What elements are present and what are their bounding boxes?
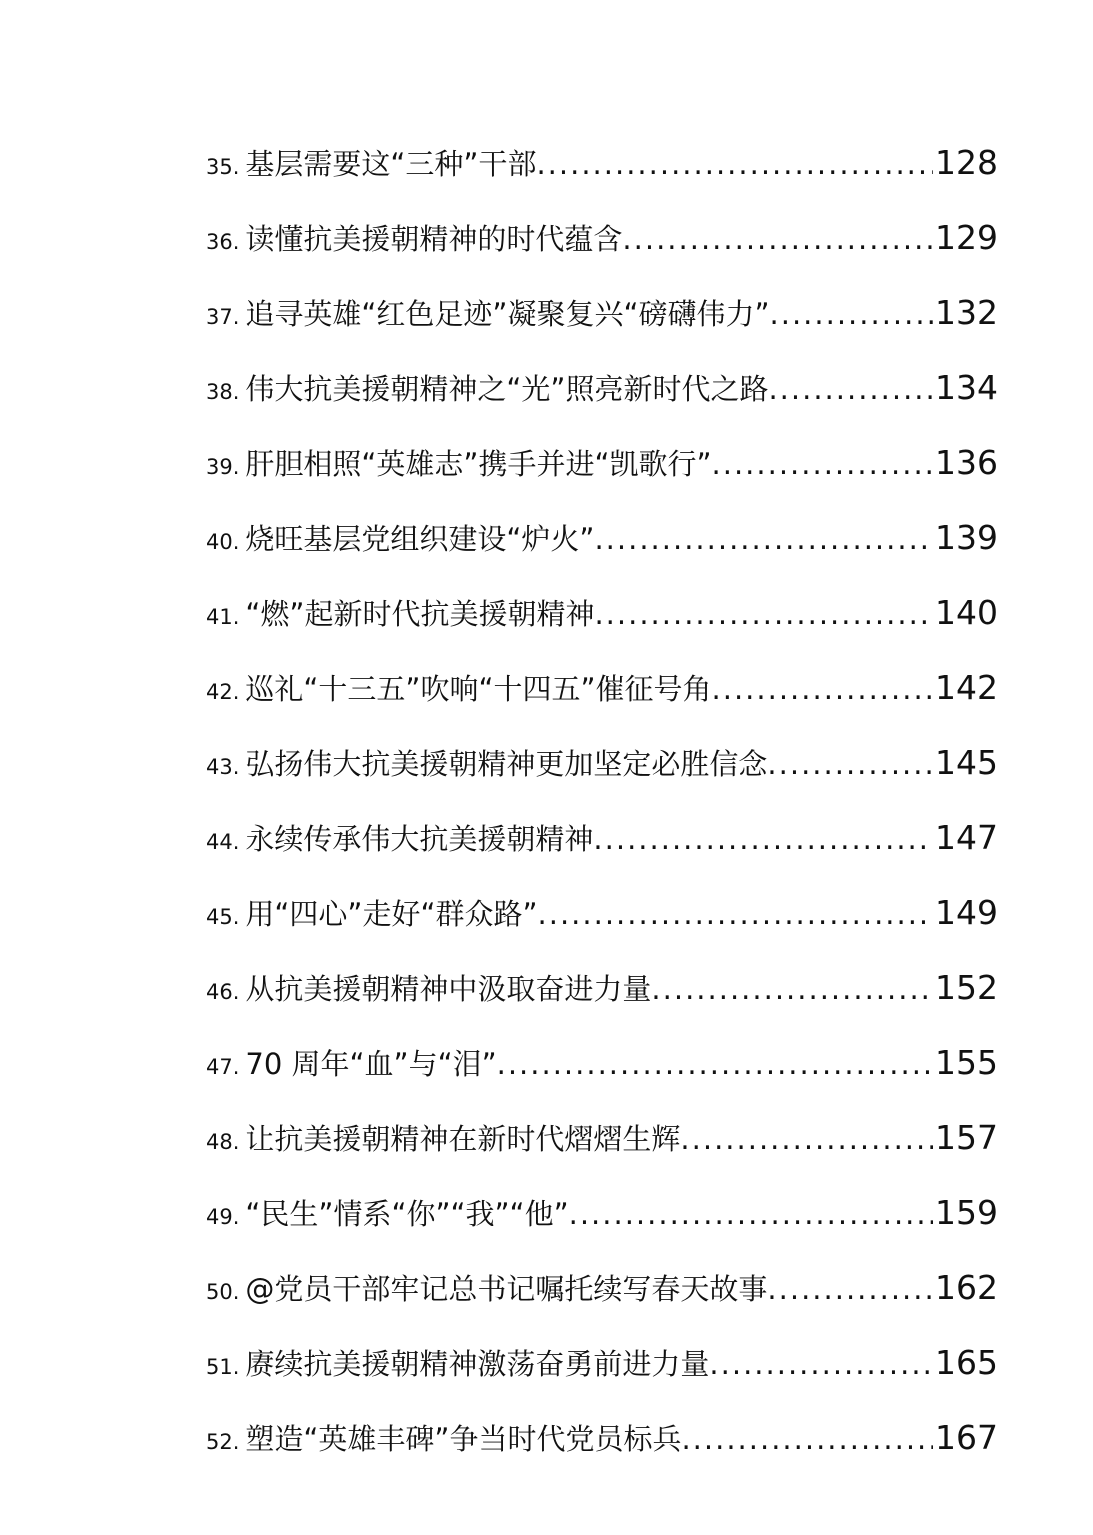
toc-entry[interactable] [206,1342,998,1417]
toc-entry-number: 42. [206,680,240,704]
toc-entry-page: 136 [935,443,998,482]
toc-entry-page: 155 [935,1043,998,1082]
toc-entry[interactable] [206,217,998,292]
toc-entry-number: 44. [206,830,240,854]
dot-leader [712,672,933,706]
toc-entry[interactable] [206,1117,998,1192]
toc-entry[interactable] [206,592,998,667]
dot-leader [767,747,933,781]
toc-entry-page: 167 [935,1418,998,1457]
toc-entry-number: 36. [206,230,240,254]
toc-entry-page: 134 [935,368,998,407]
toc-entry-page: 129 [935,218,998,257]
toc-entry-title: “民生”情系“你”“我”“他” [245,1197,569,1231]
toc-entry-number: 40. [206,530,240,554]
toc-entry-number: 50. [206,1280,240,1304]
toc-entry-title: 从抗美援朝精神中汲取奋进力量 [245,972,652,1006]
toc-entry-title: 塑造“英雄丰碑”争当时代党员标兵 [245,1422,682,1456]
toc-entry-page: 162 [935,1268,998,1307]
toc-entry-title: 基层需要这“三种”干部 [245,147,537,181]
toc-entry-title: @党员干部牢记总书记嘱托续写春天故事 [245,1272,768,1306]
toc-entry[interactable] [206,667,998,742]
dot-leader [770,297,933,331]
toc-entry-page: 152 [935,968,998,1007]
dot-leader [536,147,933,181]
dot-leader [709,1347,933,1381]
toc-entry-title: 读懂抗美援朝精神的时代蕴含 [245,222,623,256]
dot-leader [680,1122,933,1156]
dot-leader [497,1047,933,1081]
toc-entry-page: 147 [935,818,998,857]
toc-entry[interactable] [206,892,998,967]
toc-entry-number: 51. [206,1355,240,1379]
toc-entry[interactable] [206,367,998,442]
dot-leader [712,447,933,481]
toc-entry-number: 45. [206,905,240,929]
toc-entry[interactable] [206,1192,998,1267]
toc-entry-page: 139 [935,518,998,557]
toc-entry-number: 38. [206,380,240,404]
toc-entry-title: 赓续抗美援朝精神激荡奋勇前进力量 [245,1347,710,1381]
toc-entry-page: 128 [935,143,998,182]
toc-entry[interactable] [206,292,998,367]
toc-entry-page: 145 [935,743,998,782]
toc-entry-number: 43. [206,755,240,779]
toc-entry-number: 46. [206,980,240,1004]
toc-entry[interactable] [206,142,998,217]
dot-leader [594,522,933,556]
toc-entry-title: 烧旺基层党组织建设“炉火” [245,522,595,556]
toc-entry-page: 159 [935,1193,998,1232]
toc-entry[interactable] [206,1267,998,1342]
toc-entry-title: 让抗美援朝精神在新时代熠熠生辉 [245,1122,681,1156]
dot-leader [593,822,933,856]
toc-entry-title: 用“四心”走好“群众路” [245,897,538,931]
table-of-contents [206,142,998,1492]
toc-entry[interactable] [206,742,998,817]
dot-leader [594,597,933,631]
dot-leader [767,1272,933,1306]
toc-entry-number: 49. [206,1205,240,1229]
toc-entry-title: 肝胆相照“英雄志”携手并进“凯歌行” [245,447,712,481]
dot-leader [569,1197,933,1231]
toc-entry-number: 41. [206,605,240,629]
toc-entry-title: 弘扬伟大抗美援朝精神更加坚定必胜信念 [245,747,768,781]
toc-entry-title: 巡礼“十三五”吹响“十四五”催征号角 [245,672,712,706]
toc-entry[interactable] [206,1042,998,1117]
toc-entry[interactable] [206,1417,998,1492]
toc-entry-page: 165 [935,1343,998,1382]
toc-entry-number: 39. [206,455,240,479]
dot-leader [651,972,933,1006]
toc-entry-title: 追寻英雄“红色足迹”凝聚复兴“磅礴伟力” [245,297,770,331]
toc-entry-title: 永续传承伟大抗美援朝精神 [245,822,594,856]
toc-entry-page: 142 [935,668,998,707]
toc-entry-number: 35. [206,155,240,179]
toc-entry-title: 70 周年“血”与“泪” [245,1047,497,1081]
toc-entry[interactable] [206,517,998,592]
toc-entry-title: 伟大抗美援朝精神之“光”照亮新时代之路 [245,372,769,406]
dot-leader [768,372,933,406]
toc-entry-number: 37. [206,305,240,329]
dot-leader [681,1422,933,1456]
toc-entry-page: 140 [935,593,998,632]
toc-entry-title: “燃”起新时代抗美援朝精神 [245,597,595,631]
toc-entry-page: 132 [935,293,998,332]
toc-entry-number: 52. [206,1430,240,1454]
toc-entry-number: 47. [206,1055,240,1079]
dot-leader [622,222,933,256]
toc-entry-page: 157 [935,1118,998,1157]
toc-entry[interactable] [206,817,998,892]
toc-entry[interactable] [206,442,998,517]
dot-leader [538,897,933,931]
toc-entry[interactable] [206,967,998,1042]
toc-entry-number: 48. [206,1130,240,1154]
toc-entry-page: 149 [935,893,998,932]
